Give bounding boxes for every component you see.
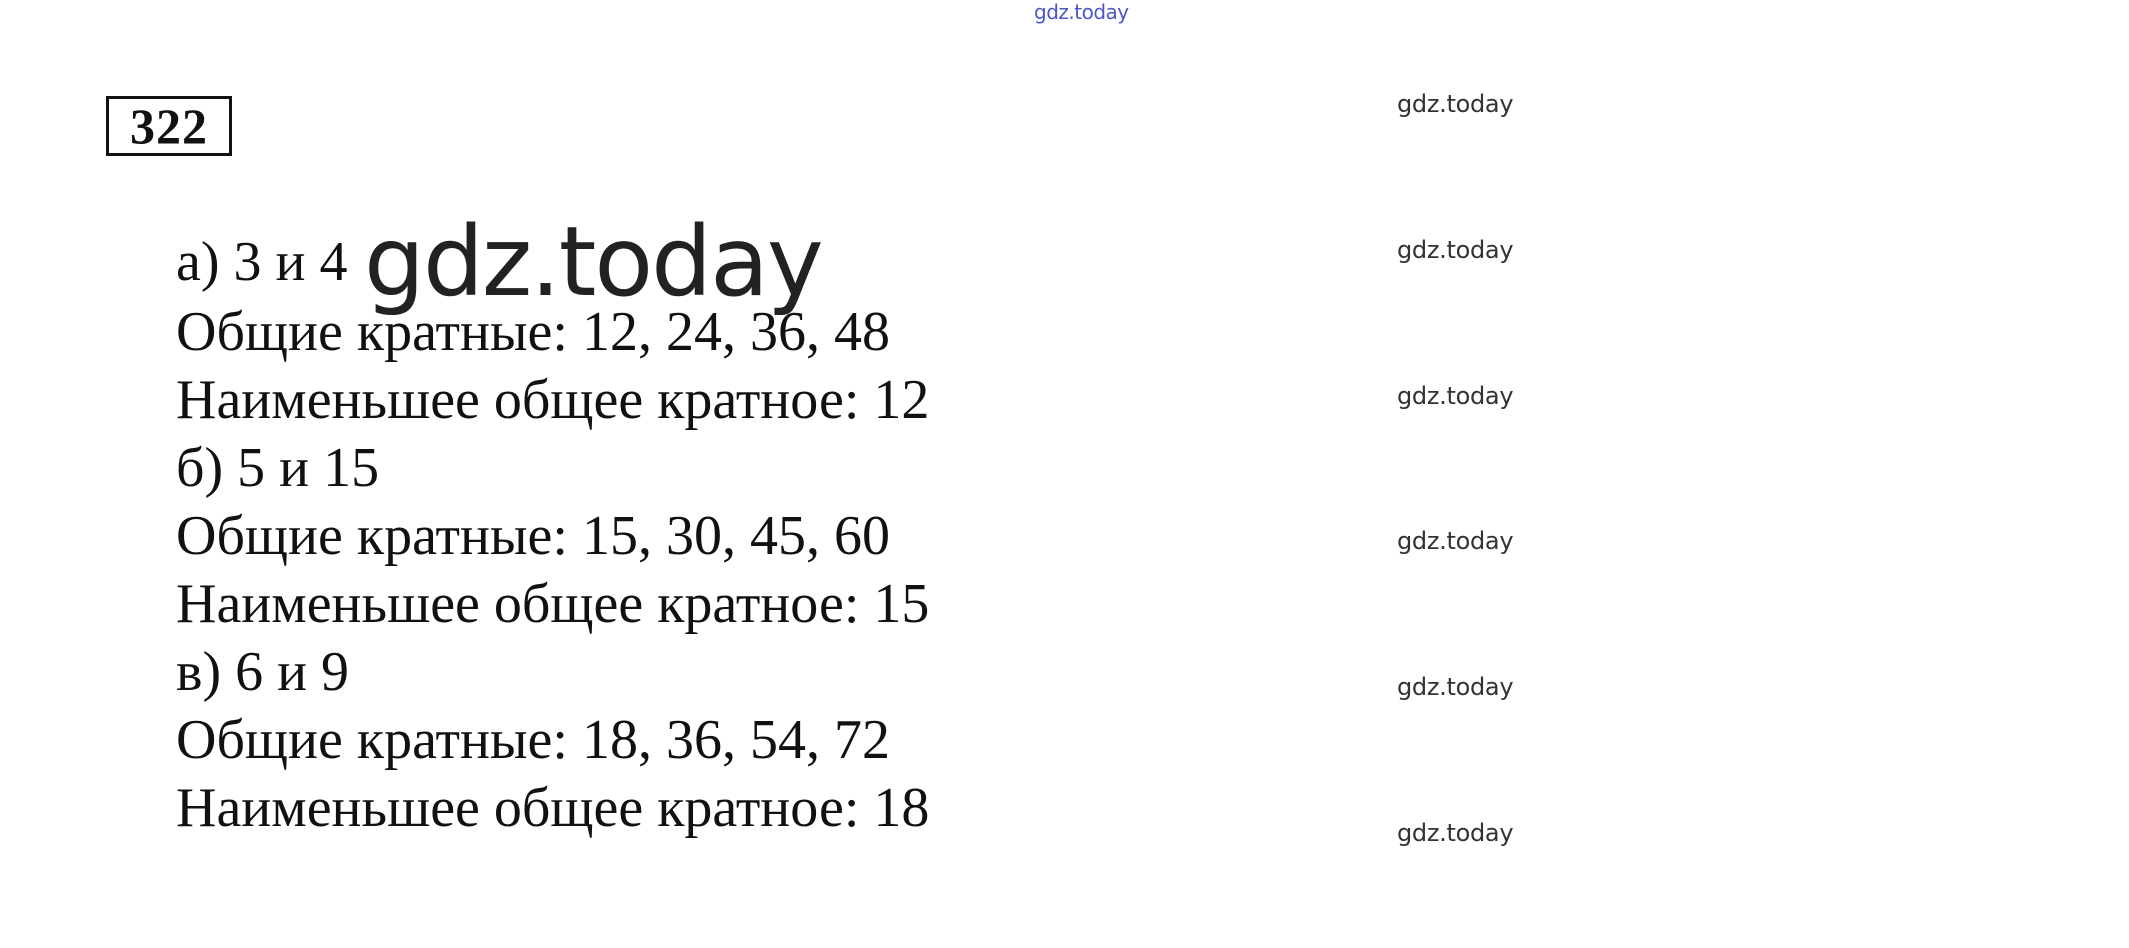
part-c-heading: в) 6 и 9 <box>176 641 350 703</box>
part-b-common-multiples: Общие кратные: 15, 30, 45, 60 <box>176 505 890 567</box>
part-b-least-common-multiple: Наименьшее общее кратное: 15 <box>176 573 930 635</box>
watermark-right: gdz.today <box>1397 819 1514 847</box>
watermark-right: gdz.today <box>1397 382 1514 410</box>
problem-number: 322 <box>106 96 232 156</box>
part-b-heading: б) 5 и 15 <box>176 437 380 499</box>
watermark-right: gdz.today <box>1397 90 1514 118</box>
part-c-common-multiples: Общие кратные: 18, 36, 54, 72 <box>176 709 890 771</box>
watermark-right: gdz.today <box>1397 673 1514 701</box>
watermark-large: gdz.today <box>364 206 822 318</box>
part-a-least-common-multiple: Наименьшее общее кратное: 12 <box>176 369 930 431</box>
part-c-least-common-multiple: Наименьшее общее кратное: 18 <box>176 777 930 839</box>
part-a-heading: а) 3 и 4 <box>176 231 348 293</box>
watermark-right: gdz.today <box>1397 236 1514 264</box>
part-a-common-multiples: Общие кратные: 12, 24, 36, 48 <box>176 301 890 363</box>
site-watermark-top: gdz.today <box>1034 0 1129 24</box>
watermark-right: gdz.today <box>1397 527 1514 555</box>
